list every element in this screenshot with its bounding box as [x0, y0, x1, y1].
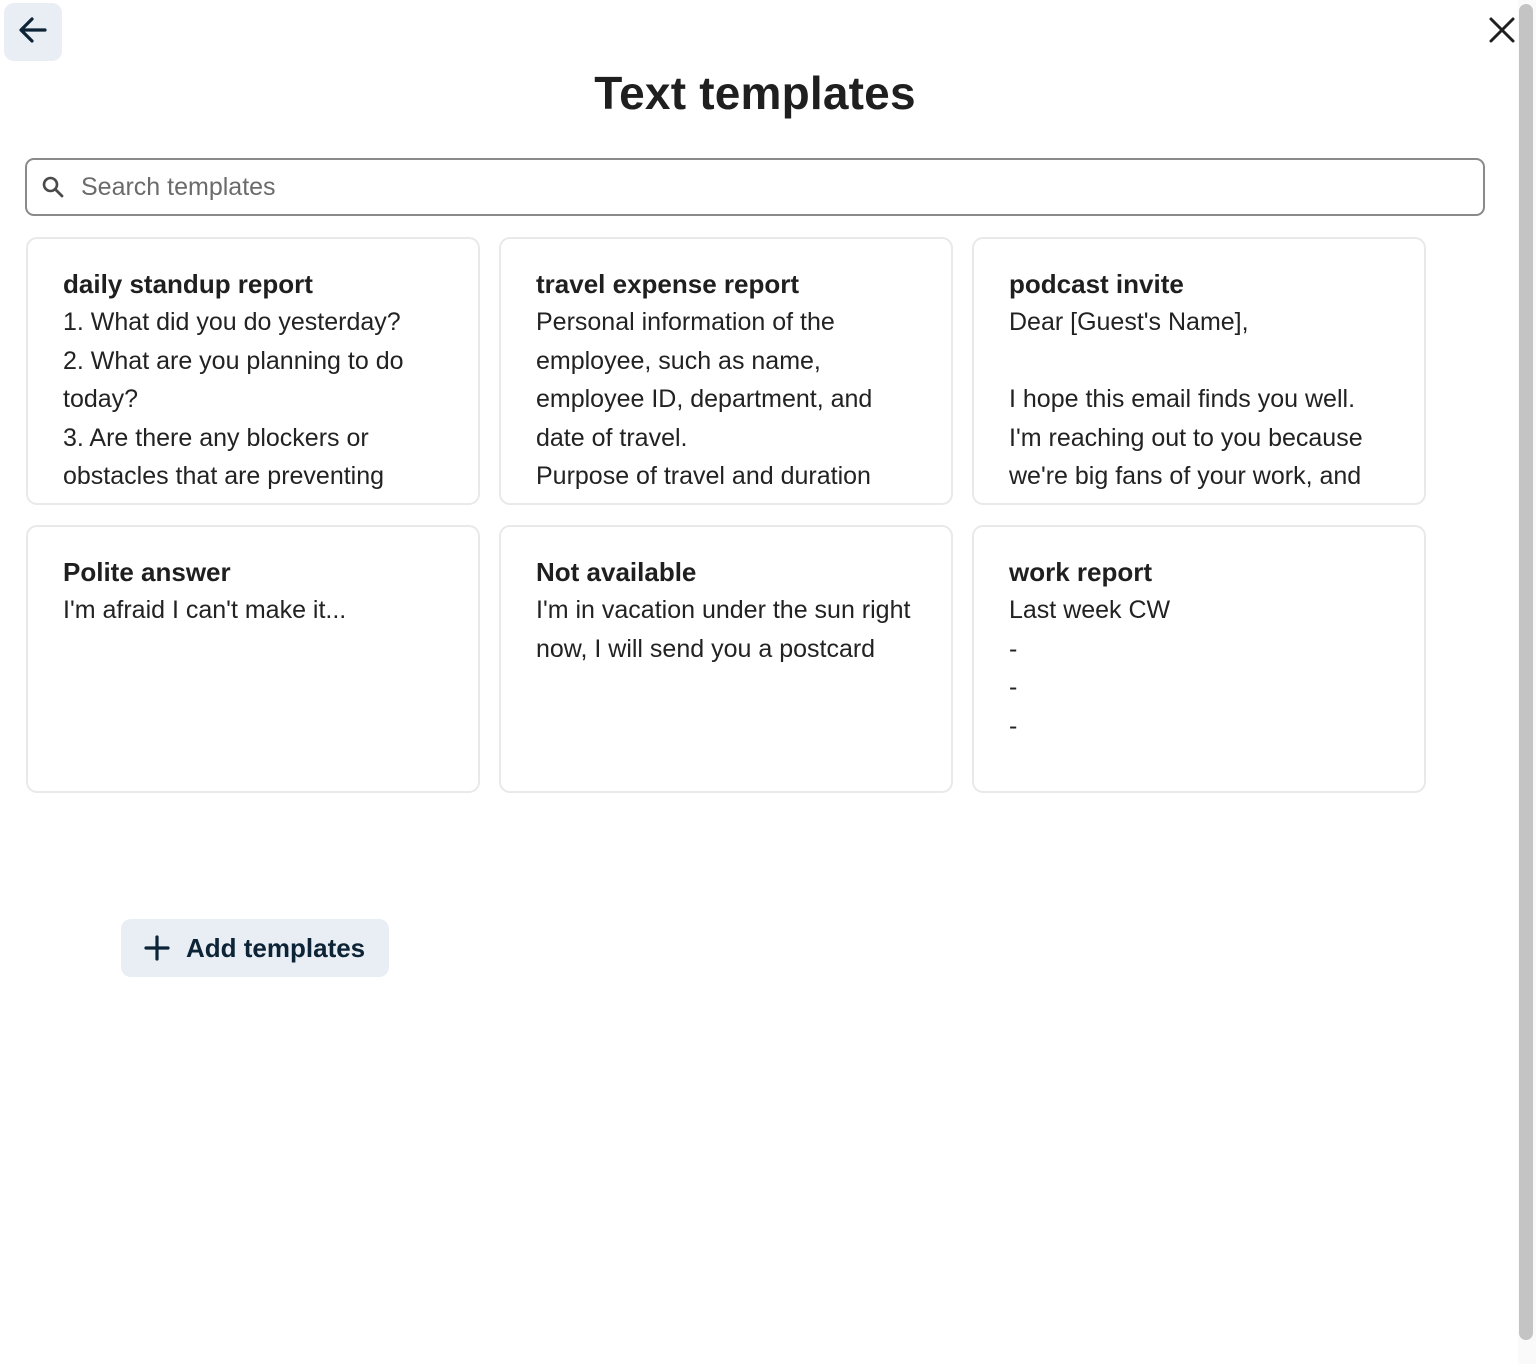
page-title: Text templates	[594, 67, 916, 119]
template-title: work report	[1009, 557, 1153, 587]
template-preview: I'm in vacation under the sun right now, I will send you a postcard	[536, 596, 917, 663]
template-preview: Personal information of the employee, such as name, employee ID, department, and date of travel. Purpose of travel and duration	[536, 308, 873, 491]
template-preview: Last week CW - - -	[1009, 596, 1171, 740]
add-templates-button[interactable]	[121, 919, 389, 977]
template-card-polite-answer[interactable]	[26, 525, 480, 793]
template-title: daily standup report	[63, 269, 313, 299]
search-bar[interactable]	[25, 158, 1485, 216]
template-title: podcast invite	[1009, 269, 1184, 299]
template-preview: 1. What did you do yesterday? 2. What are you planning to do today? 3. Are there any blockers or obstacles that are preventing	[63, 308, 404, 491]
template-title: travel expense report	[536, 269, 800, 299]
close-icon	[1488, 16, 1516, 49]
scrollbar[interactable]	[1518, 0, 1536, 1364]
template-title: Not available	[536, 557, 697, 587]
search-input[interactable]	[79, 172, 1433, 203]
template-card-not-available[interactable]	[499, 525, 953, 793]
scrollbar-thumb[interactable]	[1519, 4, 1533, 1340]
template-preview: Dear [Guest's Name], I hope this email finds you well. I'm reaching out to you because we're big fans of your work, and	[1009, 308, 1363, 491]
template-card-travel-expense-report[interactable]	[499, 237, 953, 505]
template-card-daily-standup-report[interactable]	[26, 237, 480, 505]
back-button[interactable]	[4, 3, 62, 61]
template-card-podcast-invite[interactable]	[972, 237, 1426, 505]
template-preview: I'm afraid I can't make it...	[63, 596, 347, 624]
search-icon	[41, 174, 67, 200]
add-templates-label: Add templates	[186, 932, 366, 963]
template-title: Polite answer	[63, 557, 231, 587]
plus-icon	[143, 934, 171, 962]
template-card-work-report[interactable]	[972, 525, 1426, 793]
arrow-left-icon	[17, 14, 49, 51]
